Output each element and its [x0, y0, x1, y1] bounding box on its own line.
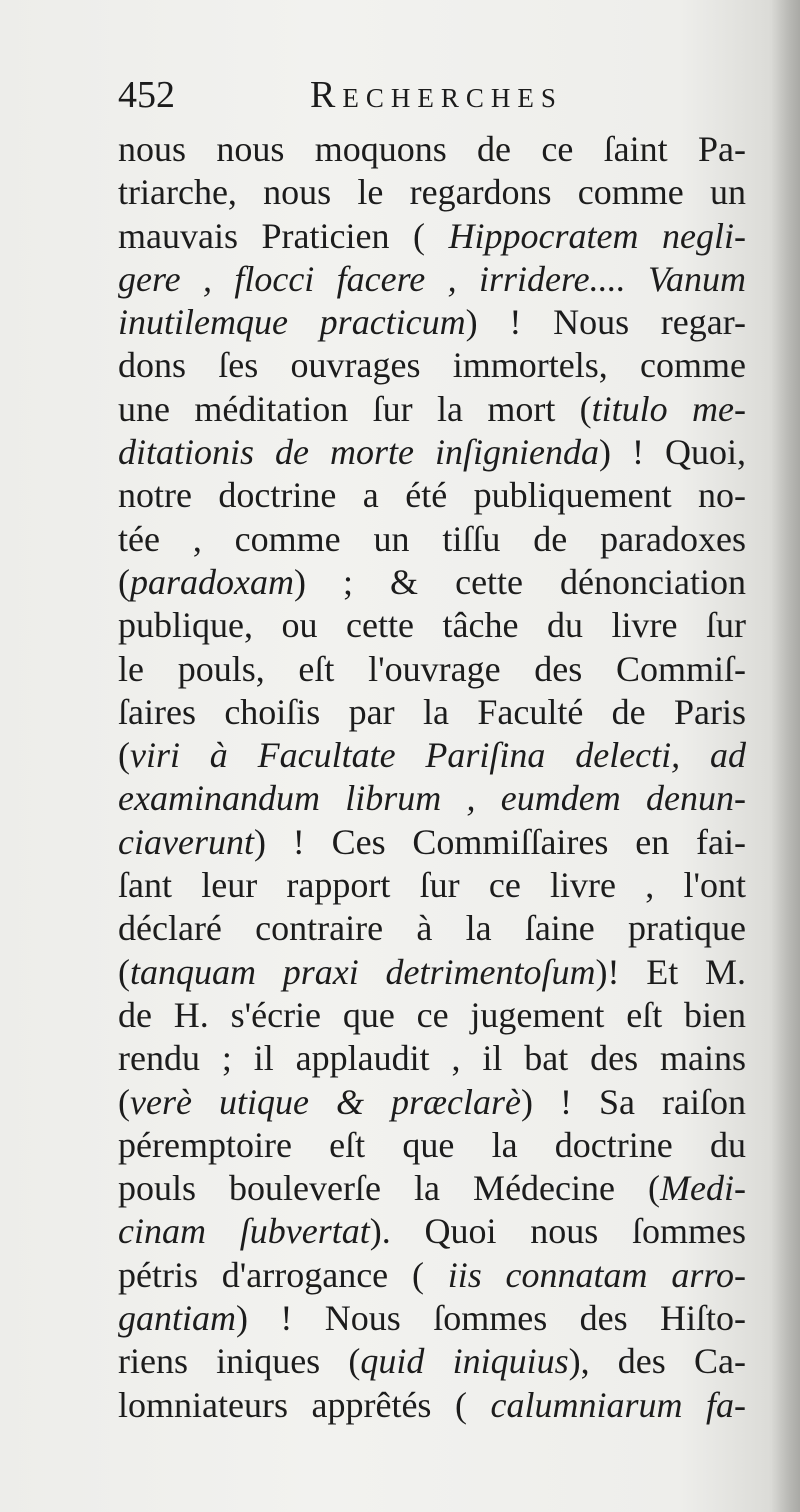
text-line — [118, 1081, 746, 1124]
text-line — [118, 994, 746, 1037]
italic-latin-segment: quid iniquius — [360, 1341, 569, 1382]
italic-latin-segment: cinam ſubvertat — [118, 1211, 370, 1252]
text-segment: ), des Ca- — [568, 1341, 746, 1382]
text-segment: mauvais Praticien ( — [118, 215, 449, 256]
text-segment: ) ! Nous regar- — [465, 302, 746, 343]
text-line — [118, 1297, 746, 1340]
text-line — [118, 561, 746, 604]
italic-latin-segment: gere , flocci facere , irridere.... Vanum — [118, 258, 746, 299]
text-segment: lomniateurs apprêtés ( — [118, 1384, 491, 1425]
text-line — [118, 604, 746, 647]
italic-latin-segment: tanquam praxi detrimentoſum — [130, 951, 596, 992]
text-segment: ſant leur rapport ſur ce livre , l'ont — [118, 865, 746, 906]
text-line — [118, 128, 746, 171]
italic-latin-segment: paradoxam — [130, 561, 294, 602]
text-line — [118, 1384, 746, 1427]
text-line — [118, 474, 746, 517]
text-line — [118, 648, 746, 691]
text-segment: une méditation ſur la mort ( — [118, 388, 592, 429]
italic-latin-segment: iis connatam arro- — [447, 1254, 746, 1295]
text-segment: ( — [118, 1081, 130, 1122]
text-segment: ( — [118, 951, 130, 992]
text-line — [118, 301, 746, 344]
text-segment: ) ! Nous ſommes des Hiſto- — [236, 1298, 746, 1339]
text-line — [118, 691, 746, 734]
text-line — [118, 518, 746, 561]
text-line — [118, 777, 746, 820]
text-line — [118, 171, 746, 214]
text-segment: pétris d'arrogance ( — [118, 1254, 448, 1295]
text-segment: publique, ou cette tâche du livre ſur — [118, 605, 746, 646]
text-line — [118, 1037, 746, 1080]
text-segment: ( — [118, 735, 130, 776]
text-segment: riens iniques ( — [118, 1341, 361, 1382]
text-segment: nous nous moquons de ce ſaint Pa- — [118, 129, 746, 169]
italic-latin-segment: examinandum librum , eumdem denun- — [118, 778, 746, 819]
text-line — [118, 1124, 746, 1167]
text-line — [118, 215, 746, 258]
italic-latin-segment: gantiam — [118, 1298, 237, 1339]
text-segment: )! Et M. — [595, 951, 746, 992]
text-segment: ). Quoi nous ſommes — [369, 1211, 746, 1252]
page-number: 452 — [118, 74, 175, 116]
text-segment: le pouls, eſt l'ouvrage des Commiſ- — [118, 648, 746, 689]
text-line — [118, 344, 746, 387]
text-segment: ) ! Ces Commiſſaires en fai- — [253, 821, 746, 862]
text-segment: ) ! Quoi, — [599, 432, 746, 473]
italic-latin-segment: calumniarum fa- — [490, 1384, 746, 1425]
text-line — [118, 1254, 746, 1297]
text-segment: déclaré contraire à la ſaine pratique — [118, 908, 746, 949]
text-segment: notre doctrine a été publiquement no- — [118, 475, 746, 516]
text-segment: péremptoire eſt que la doctrine du — [118, 1124, 746, 1165]
page-header — [118, 70, 738, 120]
text-segment: pouls bouleverſe la Médecine ( — [118, 1168, 661, 1209]
italic-latin-segment: Hippocratem negli- — [448, 215, 746, 256]
page-edge-shadow — [772, 0, 800, 1512]
text-line — [118, 1340, 746, 1383]
italic-latin-segment: Medi- — [660, 1168, 746, 1209]
text-segment: triarche, nous le regardons comme un — [118, 172, 746, 213]
italic-latin-segment: viri à Facultate Pariſina delecti, ad — [130, 735, 746, 776]
text-segment: ) ; & cette dénonciation — [294, 561, 746, 602]
text-line — [118, 821, 746, 864]
text-segment: de H. s'écrie que ce jugement eſt bien — [118, 994, 746, 1035]
text-line — [118, 388, 746, 431]
italic-latin-segment: ciaverunt — [118, 821, 254, 862]
text-segment: rendu ; il applaudit , il bat des mains — [118, 1038, 746, 1079]
text-line — [118, 907, 746, 950]
text-segment: ſaires choiſis par la Faculté de Paris — [118, 691, 746, 732]
text-segment: dons ſes ouvrages immortels, comme — [118, 345, 746, 386]
text-segment: ) ! Sa raiſon — [520, 1081, 746, 1122]
italic-latin-segment: inutilemque practicum — [118, 302, 466, 343]
text-line — [118, 864, 746, 907]
text-line — [118, 431, 746, 474]
text-line — [118, 734, 746, 777]
body-text — [118, 128, 746, 1427]
italic-latin-segment: verè utique & præclarè — [130, 1081, 521, 1122]
text-line — [118, 258, 746, 301]
text-segment: tée , comme un tiſſu de paradoxes — [118, 518, 746, 559]
italic-latin-segment: ditationis de morte inſignienda — [118, 432, 599, 473]
text-line — [118, 1167, 746, 1210]
text-line — [118, 1210, 746, 1253]
text-line — [118, 951, 746, 994]
text-segment: ( — [118, 561, 130, 602]
running-title: Recherches — [310, 74, 563, 116]
italic-latin-segment: titulo me- — [591, 388, 746, 429]
